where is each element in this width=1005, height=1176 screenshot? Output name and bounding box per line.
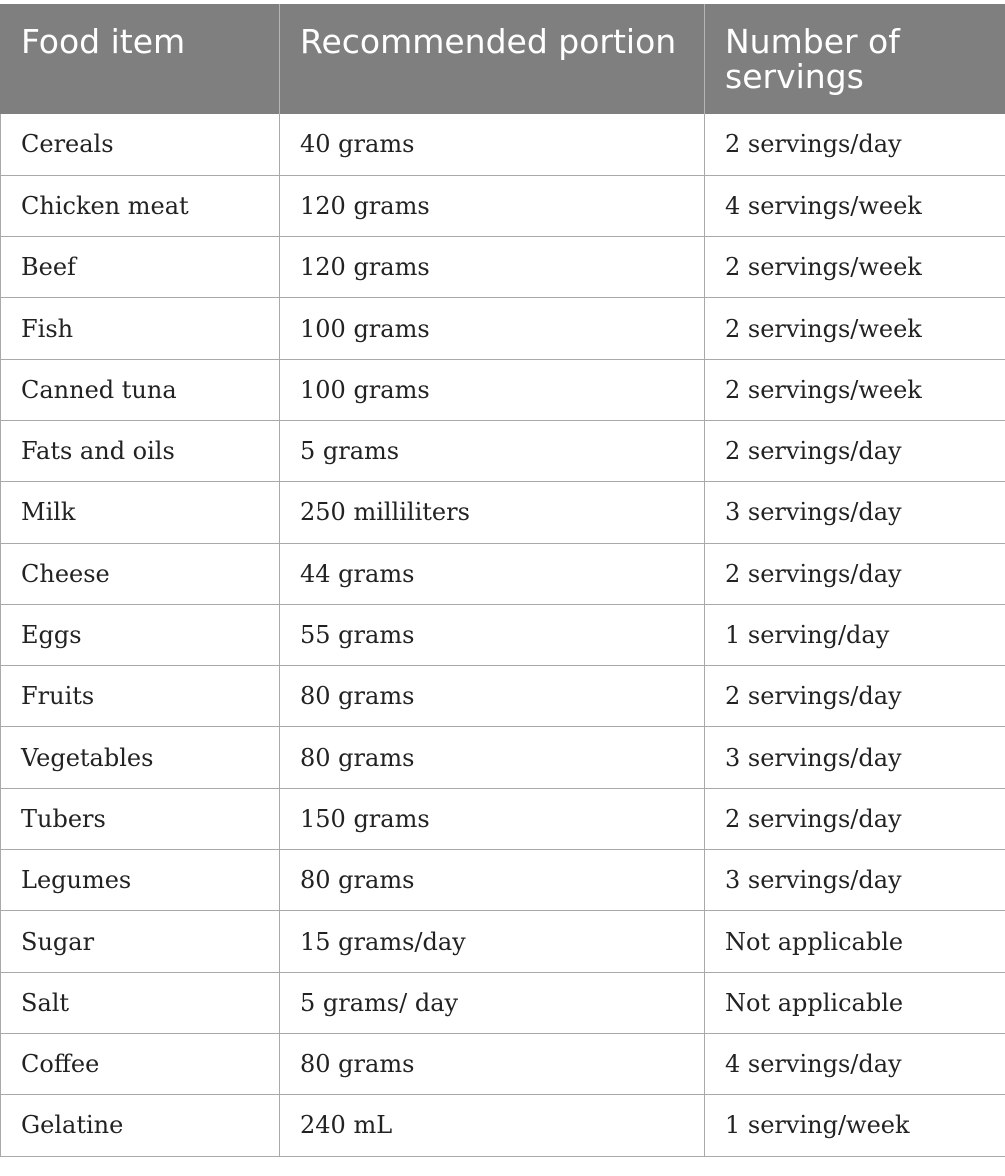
table-row: [1, 666, 1005, 727]
portion-cell: 5 grams/ day: [280, 972, 705, 1033]
portion-cell: 55 grams: [280, 604, 705, 665]
portion-cell: 100 grams: [280, 359, 705, 420]
servings-cell: 2 servings/day: [705, 543, 1005, 604]
header-number-of-servings: Number of servings: [705, 4, 1005, 114]
food-item-cell: Fish: [1, 298, 280, 359]
servings-cell: 2 servings/day: [705, 420, 1005, 481]
table-row: [1, 298, 1005, 359]
portion-cell: 5 grams: [280, 420, 705, 481]
food-item-cell: Legumes: [1, 850, 280, 911]
portion-cell: 120 grams: [280, 237, 705, 298]
food-item-cell: Fruits: [1, 666, 280, 727]
food-item-cell: Tubers: [1, 788, 280, 849]
portion-cell: 80 grams: [280, 666, 705, 727]
portion-cell: 40 grams: [280, 114, 705, 175]
food-item-cell: Cheese: [1, 543, 280, 604]
table-row: [1, 850, 1005, 911]
servings-cell: 3 servings/day: [705, 482, 1005, 543]
portion-cell: 120 grams: [280, 175, 705, 236]
servings-cell: 1 serving/day: [705, 604, 1005, 665]
portion-cell: 15 grams/day: [280, 911, 705, 972]
food-item-cell: Canned tuna: [1, 359, 280, 420]
servings-cell: Not applicable: [705, 972, 1005, 1033]
portion-cell: 44 grams: [280, 543, 705, 604]
servings-cell: 2 servings/day: [705, 666, 1005, 727]
food-item-cell: Fats and oils: [1, 420, 280, 481]
table-row: [1, 727, 1005, 788]
servings-cell: Not applicable: [705, 911, 1005, 972]
servings-cell: 1 serving/week: [705, 1095, 1005, 1156]
table-row: [1, 1095, 1005, 1156]
food-item-cell: Sugar: [1, 911, 280, 972]
servings-cell: 4 servings/week: [705, 175, 1005, 236]
food-item-cell: Beef: [1, 237, 280, 298]
servings-cell: 2 servings/week: [705, 298, 1005, 359]
table-row: [1, 788, 1005, 849]
table-row: [1, 543, 1005, 604]
food-item-cell: Eggs: [1, 604, 280, 665]
header-recommended-portion: Recommended portion: [280, 4, 705, 114]
food-item-cell: Chicken meat: [1, 175, 280, 236]
servings-cell: 2 servings/day: [705, 788, 1005, 849]
servings-cell: 2 servings/week: [705, 359, 1005, 420]
table-row: [1, 911, 1005, 972]
servings-cell: 4 servings/day: [705, 1033, 1005, 1094]
portion-cell: 250 milliliters: [280, 482, 705, 543]
table-row: [1, 604, 1005, 665]
header-food-item: Food item: [1, 4, 280, 114]
food-item-cell: Cereals: [1, 114, 280, 175]
table-row: [1, 1033, 1005, 1094]
table-row: [1, 972, 1005, 1033]
servings-cell: 2 servings/week: [705, 237, 1005, 298]
food-portions-table: [0, 4, 1005, 1157]
food-item-cell: Coffee: [1, 1033, 280, 1094]
servings-cell: 3 servings/day: [705, 850, 1005, 911]
table-header: [1, 4, 1005, 114]
food-item-cell: Milk: [1, 482, 280, 543]
food-item-cell: Salt: [1, 972, 280, 1033]
food-item-cell: Vegetables: [1, 727, 280, 788]
servings-cell: 2 servings/day: [705, 114, 1005, 175]
table-body: [1, 114, 1005, 1156]
servings-cell: 3 servings/day: [705, 727, 1005, 788]
table-row: [1, 359, 1005, 420]
table-row: [1, 175, 1005, 236]
portion-cell: 150 grams: [280, 788, 705, 849]
portion-cell: 100 grams: [280, 298, 705, 359]
table-row: [1, 114, 1005, 175]
portion-cell: 80 grams: [280, 850, 705, 911]
table-row: [1, 420, 1005, 481]
portion-cell: 80 grams: [280, 727, 705, 788]
header-row: [1, 4, 1005, 114]
portion-cell: 80 grams: [280, 1033, 705, 1094]
food-item-cell: Gelatine: [1, 1095, 280, 1156]
portion-cell: 240 mL: [280, 1095, 705, 1156]
table-row: [1, 237, 1005, 298]
table-row: [1, 482, 1005, 543]
